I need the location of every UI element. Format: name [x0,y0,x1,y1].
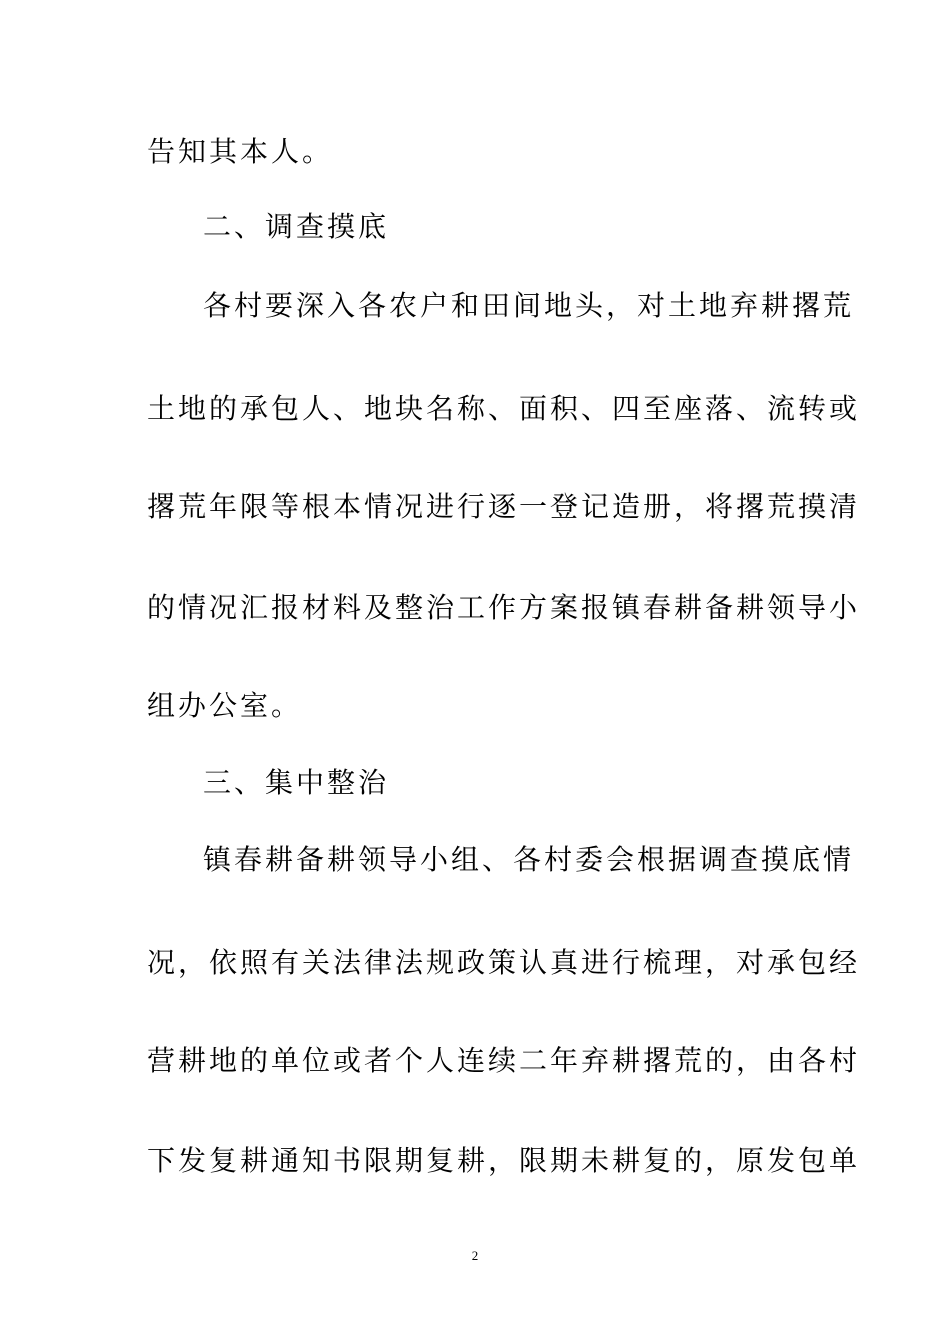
page-number: 2 [471,1248,479,1263]
paragraph-line: 况，依照有关法律法规政策认真进行梳理，对承包经 [147,946,861,979]
section-heading-survey: 二、调查摸底 [203,210,390,243]
paragraph-line: 告知其本人。 [147,135,334,168]
paragraph-line: 的情况汇报材料及整治工作方案报镇春耕备耕领导小 [147,591,861,624]
paragraph-line: 下发复耕通知书限期复耕，限期未耕复的，原发包单 [147,1144,861,1177]
paragraph-line: 组办公室。 [147,689,303,722]
paragraph-line: 撂荒年限等根本情况进行逐一登记造册，将撂荒摸清 [147,490,861,523]
paragraph-line: 营耕地的单位或者个人连续二年弃耕撂荒的，由各村 [147,1044,861,1077]
paragraph-line: 镇春耕备耕领导小组、各村委会根据调查摸底情 [203,843,855,876]
section-heading-rectification: 三、集中整治 [203,766,390,799]
paragraph-line: 土地的承包人、地块名称、面积、四至座落、流转或 [147,392,861,425]
paragraph-line: 各村要深入各农户和田间地头，对土地弃耕撂荒 [203,289,855,322]
